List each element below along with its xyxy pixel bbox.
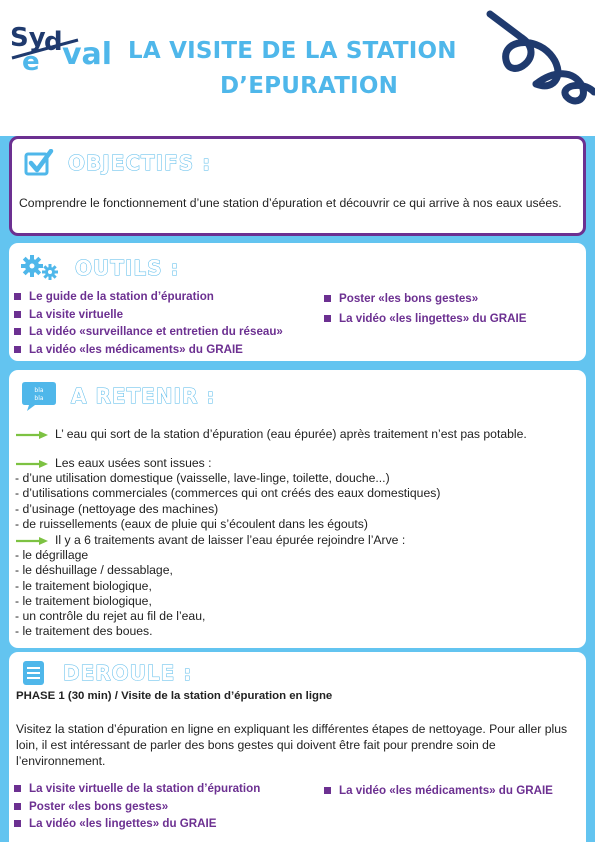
list-item: - le dégrillage — [15, 548, 89, 562]
checkbox-check-icon — [24, 149, 54, 177]
deroule-right-list — [323, 782, 553, 800]
retenir-title: A RETENIR : — [71, 384, 216, 408]
svg-text:bla: bla — [34, 387, 44, 394]
list-item: Poster «les bons gestes» — [13, 798, 260, 816]
deroule-heading — [21, 658, 192, 688]
list-item: La visite virtuelle de la station d’épuration — [13, 780, 260, 798]
deroule-left-list — [13, 780, 260, 833]
list-item: - d’usinage (nettoyage des machines) — [15, 501, 219, 516]
list-item: - le déshuillage / dessablage, — [15, 563, 173, 578]
gears-icon — [21, 255, 61, 281]
retenir-point-3: Il y a 6 traitements avant de laisser l’eau épurée rejoindre l’Arve : — [15, 533, 405, 548]
notebook-icon — [21, 659, 47, 687]
list-item: - d’une utilisation domestique (vaisselle, lave-linge, toilette, douche...) — [15, 471, 390, 485]
outils-left-list — [13, 288, 283, 358]
svg-text:e: e — [22, 47, 40, 76]
svg-text:bla: bla — [34, 395, 44, 402]
list-item: La vidéo «surveillance et entretien du réseau» — [13, 323, 283, 341]
retenir-heading — [21, 381, 215, 411]
retenir-point-2: Les eaux usées sont issues : — [15, 456, 212, 471]
svg-text:val: val — [62, 37, 113, 72]
title-line-2: D’EPURATION — [220, 73, 399, 99]
list-item: La visite virtuelle — [13, 306, 283, 324]
list-item: Poster «les bons gestes» — [323, 290, 526, 308]
outils-right-list — [323, 290, 526, 327]
outils-title: OUTILS : — [75, 256, 180, 280]
deroule-card — [9, 652, 586, 842]
svg-text:Sy: Sy — [10, 23, 46, 53]
list-item: La vidéo «les médicaments» du GRAIE — [13, 341, 283, 359]
objectifs-text: Comprendre le fonctionnement d’une station d’épuration et découvrir ce qui arrive à nos eaux usées. — [19, 196, 562, 210]
list-item: - le traitement biologique, — [15, 578, 152, 593]
svg-text:d: d — [44, 27, 63, 57]
green-arrow-icon — [15, 430, 49, 440]
header — [0, 0, 595, 136]
objectifs-card — [9, 136, 586, 236]
retenir-card — [9, 370, 586, 648]
document-title — [128, 34, 508, 104]
list-item: La vidéo «les médicaments» du GRAIE — [323, 782, 553, 800]
title-line-1: LA VISITE DE LA STATION — [128, 38, 457, 64]
list-item: La vidéo «les lingettes» du GRAIE — [13, 815, 260, 833]
outils-heading — [21, 253, 179, 283]
retenir-point-3-lines — [15, 548, 205, 640]
objectifs-heading — [24, 148, 211, 178]
list-item: La vidéo «les lingettes» du GRAIE — [323, 310, 526, 328]
list-item: - le traitement biologique, — [15, 593, 152, 608]
list-item: - de ruissellements (eaux de pluie qui s’écoulent dans les égouts) — [15, 516, 368, 531]
list-item: - le traitement des boues. — [15, 624, 153, 639]
sydeval-logo — [8, 18, 120, 76]
swirl-decoration — [470, 0, 595, 110]
objectifs-title: OBJECTIFS : — [68, 151, 212, 175]
green-arrow-icon — [15, 536, 49, 546]
deroule-title: DEROULE : — [63, 661, 193, 685]
deroule-text: Visitez la station d’épuration en ligne en expliquant les différentes étapes de nettoyage. Pour aller plus loin, il est intéressant de parler des bons gestes qui doivent être fait pour prendre soin de l’environnement. — [16, 722, 568, 768]
green-arrow-icon — [15, 459, 49, 469]
list-item: - un contrôle du rejet au fil de l’eau, — [15, 609, 206, 624]
phase-heading: PHASE 1 (30 min) / Visite de la station d’épuration en ligne — [16, 690, 333, 702]
list-item: Le guide de la station d’épuration — [13, 288, 283, 306]
retenir-point-1: L’ eau qui sort de la station d’épuration (eau épurée) après traitement n’est pas potable. — [15, 427, 527, 442]
retenir-point-2-lines — [15, 471, 440, 532]
list-item: - d’utilisations commerciales (commerces qui ont créés des eaux domestiques) — [15, 486, 441, 501]
speech-bubble-icon — [21, 380, 57, 412]
outils-card — [9, 243, 586, 361]
